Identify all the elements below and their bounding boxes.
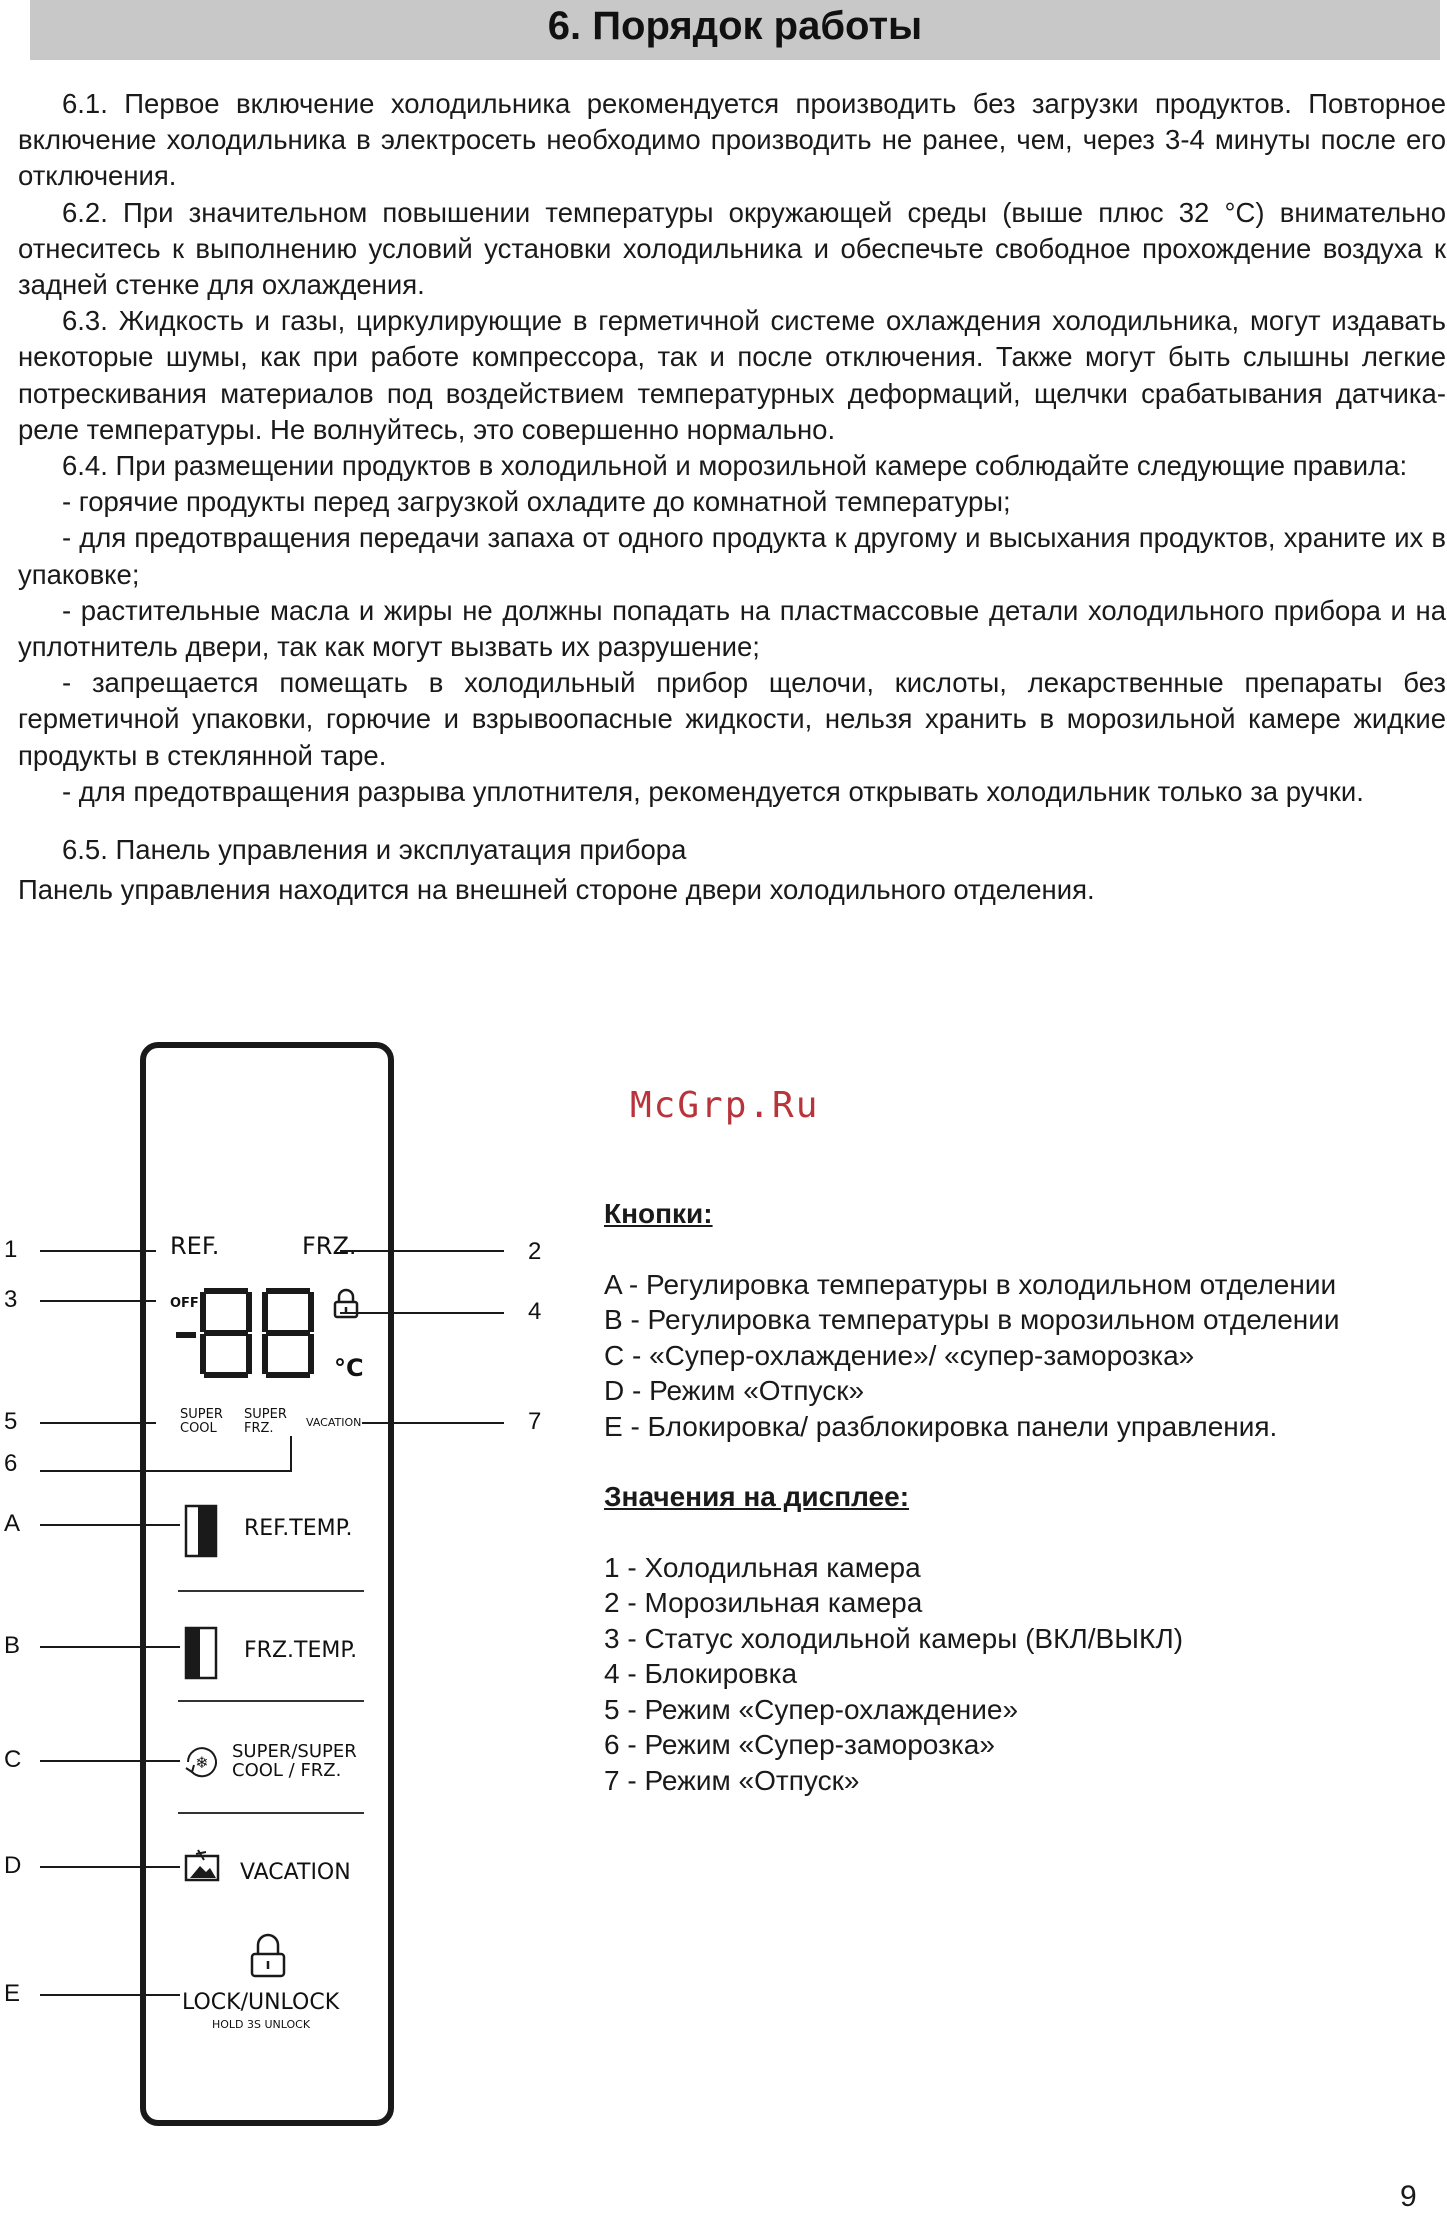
callout-2: 2 bbox=[528, 1238, 542, 1265]
watermark: McGrp.Ru bbox=[630, 1085, 820, 1126]
section-header bbox=[30, 0, 1440, 60]
legend-item: B - Регулировка температуры в морозильном отделении bbox=[604, 1304, 1340, 1335]
bullet-hot-food: - горячие продукты перед загрузкой охладите до комнатной температуры; bbox=[62, 486, 1011, 518]
frz-temp-button[interactable]: FRZ.TEMP. bbox=[244, 1638, 358, 1663]
lock-icon bbox=[332, 1288, 360, 1325]
paragraph-6-4: 6.4. При размещении продуктов в холодильной и морозильной камере соблюдайте следующие правила: bbox=[62, 450, 1408, 482]
paragraph-6-2: 6.2. При значительном повышении температуры окружающей среды (выше плюс 32 °С) внимательно отнеситесь к выполнению условий установки холодильника и обеспечьте свободное прохождение воздуха к задней стенке для охлаждения. bbox=[18, 196, 1446, 301]
super-frz-indicator: SUPER FRZ. bbox=[244, 1407, 287, 1436]
legend-item: D - Режим «Отпуск» bbox=[604, 1375, 865, 1406]
callout-line-c bbox=[40, 1760, 180, 1762]
callout-line-1 bbox=[40, 1250, 156, 1252]
bullet-forbidden: - запрещается помещать в холодильный прибор щелочи, кислоты, лекарственные препараты без герметичной упаковки, горючие и взрывоопасные жидкости, нельзя хранить в морозильной камере жидкие продукты в стеклянной таре. bbox=[18, 667, 1446, 771]
legend-item: A - Регулировка температуры в холодильном отделении bbox=[604, 1268, 1337, 1300]
unlock-icon bbox=[248, 1932, 288, 1985]
off-indicator: OFF bbox=[170, 1296, 199, 1311]
legend bbox=[604, 1196, 1434, 1798]
legend-item: 7 - Режим «Отпуск» bbox=[604, 1764, 860, 1796]
control-panel-diagram bbox=[140, 1042, 394, 2126]
temperature-display bbox=[176, 1288, 326, 1378]
panel-divider bbox=[178, 1812, 364, 1814]
super-cool-indicator: SUPER COOL bbox=[180, 1407, 223, 1436]
paragraph-6-1: 6.1. Первое включение холодильника рекомендуется производить без загрузки продуктов. Повторное включение холодильника в электросеть необходимо производить не ранее, чем, через 3-4 минуты после его отключения. bbox=[18, 88, 1446, 192]
callout-b: B bbox=[4, 1632, 21, 1659]
callout-d: D bbox=[4, 1852, 22, 1879]
super-button-top: SUPER/SUPER bbox=[232, 1741, 357, 1762]
callout-1: 1 bbox=[4, 1236, 18, 1263]
svg-text:❄: ❄ bbox=[195, 1753, 209, 1772]
callout-e: E bbox=[4, 1980, 21, 2007]
callout-line-6 bbox=[40, 1470, 292, 1472]
callout-line-3 bbox=[40, 1300, 156, 1302]
paragraph-panel-location: Панель управления находится на внешней стороне двери холодильного отделения. bbox=[18, 874, 1095, 906]
callout-6: 6 bbox=[4, 1450, 18, 1477]
ref-indicator: REF. bbox=[170, 1232, 220, 1260]
snowflake-icon bbox=[182, 1742, 222, 1787]
body-text bbox=[18, 86, 1446, 908]
hold-hint: HOLD 3S UNLOCK bbox=[212, 2018, 311, 2031]
legend-item: 1 - Холодильная камера bbox=[604, 1551, 921, 1583]
paragraph-6-3: 6.3. Жидкость и газы, циркулирующие в герметичной системе охлаждения холодильника, могут издавать некоторые шумы, как при работе компрессора, так и после отключения. Также могут быть слышны легкие потрескивания материалов под воздействием температурных деформаций, щелчки срабатывания датчика-реле температуры. Не волнуйтесь, это совершенно нормально. bbox=[18, 305, 1446, 445]
callout-line-4 bbox=[340, 1312, 504, 1314]
callout-line-7 bbox=[362, 1422, 504, 1424]
super-button-bottom: COOL / FRZ. bbox=[232, 1760, 342, 1781]
vacation-button[interactable]: VACATION bbox=[240, 1860, 351, 1885]
bullet-packaging: - для предотвращения передачи запаха от одного продукта к другому и высыхания продуктов, храните их в упаковке; bbox=[18, 522, 1446, 590]
legend-item: 5 - Режим «Супер-охлаждение» bbox=[604, 1693, 1019, 1725]
vacation-icon bbox=[184, 1848, 220, 1887]
legend-item: C - «Супер-охлаждение»/ «супер-заморозка» bbox=[604, 1339, 1195, 1371]
vacation-indicator: VACATION bbox=[306, 1416, 362, 1429]
lock-unlock-button[interactable]: LOCK/UNLOCK bbox=[182, 1990, 340, 2015]
callout-4: 4 bbox=[528, 1298, 542, 1325]
super-cool-frz-button[interactable] bbox=[232, 1742, 357, 1780]
bullet-handles: - для предотвращения разрыва уплотнителя, рекомендуется открывать холодильник только за ручки. bbox=[62, 775, 1364, 807]
bullet-oils: - растительные масла и жиры не должны попадать на пластмассовые детали холодильного прибора и на уплотнитель двери, так как могут вызвать их разрушение; bbox=[18, 594, 1446, 663]
callout-line-6-vertical bbox=[290, 1436, 292, 1472]
panel-divider bbox=[178, 1700, 364, 1702]
callout-line-2 bbox=[340, 1250, 504, 1252]
legend-item: 6 - Режим «Супер-заморозка» bbox=[604, 1729, 995, 1760]
callout-line-5 bbox=[40, 1422, 156, 1424]
legend-item: 3 - Статус холодильной камеры (ВКЛ/ВЫКЛ) bbox=[604, 1622, 1184, 1654]
callout-line-d bbox=[40, 1866, 180, 1868]
buttons-list bbox=[604, 1267, 1434, 1445]
legend-item: 2 - Морозильная камера bbox=[604, 1587, 923, 1618]
callout-line-e bbox=[40, 1994, 180, 1996]
legend-item: E - Блокировка/ разблокировка панели управления. bbox=[604, 1410, 1278, 1442]
buttons-heading: Кнопки: bbox=[604, 1198, 713, 1229]
ref-temp-button[interactable]: REF.TEMP. bbox=[244, 1516, 353, 1541]
callout-7: 7 bbox=[528, 1408, 542, 1435]
degree-celsius: °C bbox=[334, 1354, 364, 1382]
display-heading: Значения на дисплее: bbox=[604, 1481, 910, 1512]
section-title: 6. Порядок работы bbox=[547, 4, 923, 48]
panel-divider bbox=[178, 1590, 364, 1592]
callout-3: 3 bbox=[4, 1286, 18, 1313]
legend-item: 4 - Блокировка bbox=[604, 1658, 798, 1689]
callout-line-b bbox=[40, 1646, 180, 1648]
ref-temp-button-icon bbox=[184, 1504, 218, 1563]
paragraph-6-5: 6.5. Панель управления и эксплуатация прибора bbox=[62, 834, 687, 866]
callout-c: C bbox=[4, 1746, 22, 1773]
page-number: 9 bbox=[1400, 2180, 1417, 2213]
callout-line-a bbox=[40, 1524, 180, 1526]
frz-temp-button-icon bbox=[184, 1626, 218, 1685]
display-list bbox=[604, 1550, 1434, 1799]
callout-a: A bbox=[4, 1510, 21, 1537]
callout-5: 5 bbox=[4, 1408, 18, 1435]
frz-indicator: FRZ. bbox=[302, 1232, 357, 1260]
